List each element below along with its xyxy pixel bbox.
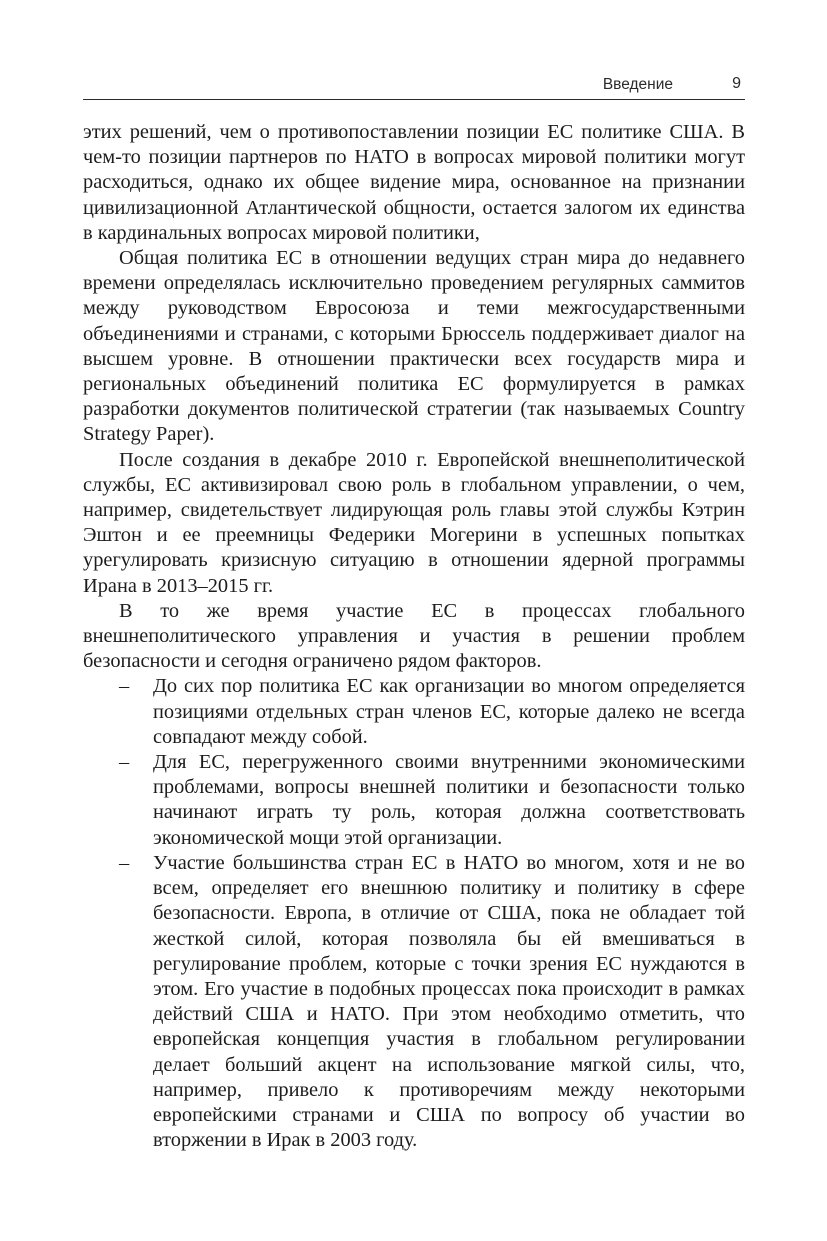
bullet-item (83, 750, 745, 851)
paragraph: После создания в декабре 2010 г. Европейской внешнеполитической службы, ЕС активизировал свою роль в глобальном управлении, о чем, например, свидетельствует лидирующая роль главы этой службы Кэтрин Эштон и ее преемницы Федерики Могерини в успешных попытках урегулировать кризисную ситуацию в отношении ядерной программы Ирана в 2013–2015 гг. (83, 448, 745, 597)
body-text (83, 120, 745, 1153)
bullet-list (83, 674, 745, 1153)
running-header (83, 72, 745, 100)
page-number: 9 (732, 75, 741, 92)
bullet-text: Участие большинства стран ЕС в НАТО во многом, хотя и не во всем, определяет его внешнюю политику и политику в сфере безопасности. Европа, в отличие от США, пока не обладает той жесткой силой, которая позволяла бы ей вмешиваться в регулирование проблем, которые с точки зрения ЕС нуждаются в этом. Его участие в подобных процессах пока происходит в рамках действий США и НАТО. При этом необходимо отметить, что европейская концепция участия в глобальном регулировании делает больший акцент на использование мягкой силы, что, например, привело к противоречиям между некоторыми европейскими странами и США по вопросу об участии во вторжении в Ирак в 2003 году. (153, 851, 745, 1152)
bullet-dash: – (119, 851, 130, 874)
bullet-dash: – (119, 751, 130, 774)
bullet-dash: – (119, 675, 130, 698)
paragraph: этих решений, чем о противопоставлении позиции ЕС политике США. В чем-то позиции партнеров по НАТО в вопросах мировой политики могут расходиться, однако их общее видение мира, основанное на признании цивилизационной Атлантической общности, остается залогом их единства в кардинальных вопросах мировой политики, (83, 121, 745, 244)
paragraph: Общая политика ЕС в отношении ведущих стран мира до недавнего времени определялась исключительно проведением регулярных саммитов между руководством Евросоюза и теми межгосударственными объединениями и странами, с которыми Брюссель поддерживает диалог на высшем уровне. В отношении практически всех государств мира и региональных объединений политика ЕС формулируется в рамках разработки документов политической стратегии (так называемых Country Strategy Paper). (83, 247, 745, 446)
section-title: Введение (602, 76, 673, 93)
bullet-text: Для ЕС, перегруженного своими внутренними экономическими проблемами, вопросы внешней политики и безопасности только начинают играть ту роль, которая должна соответствовать экономической мощи этой организации. (153, 751, 745, 849)
paragraph: В то же время участие ЕС в процессах глобального внешнеполитического управления и участия в решении проблем безопасности и сегодня ограничено рядом факторов. (83, 599, 745, 673)
bullet-item (83, 674, 745, 750)
bullet-text: До сих пор политика ЕС как организации во многом определяется позициями отдельных стран членов ЕС, которые далеко не всегда совпадают между собой. (153, 675, 745, 748)
bullet-item (83, 851, 745, 1153)
